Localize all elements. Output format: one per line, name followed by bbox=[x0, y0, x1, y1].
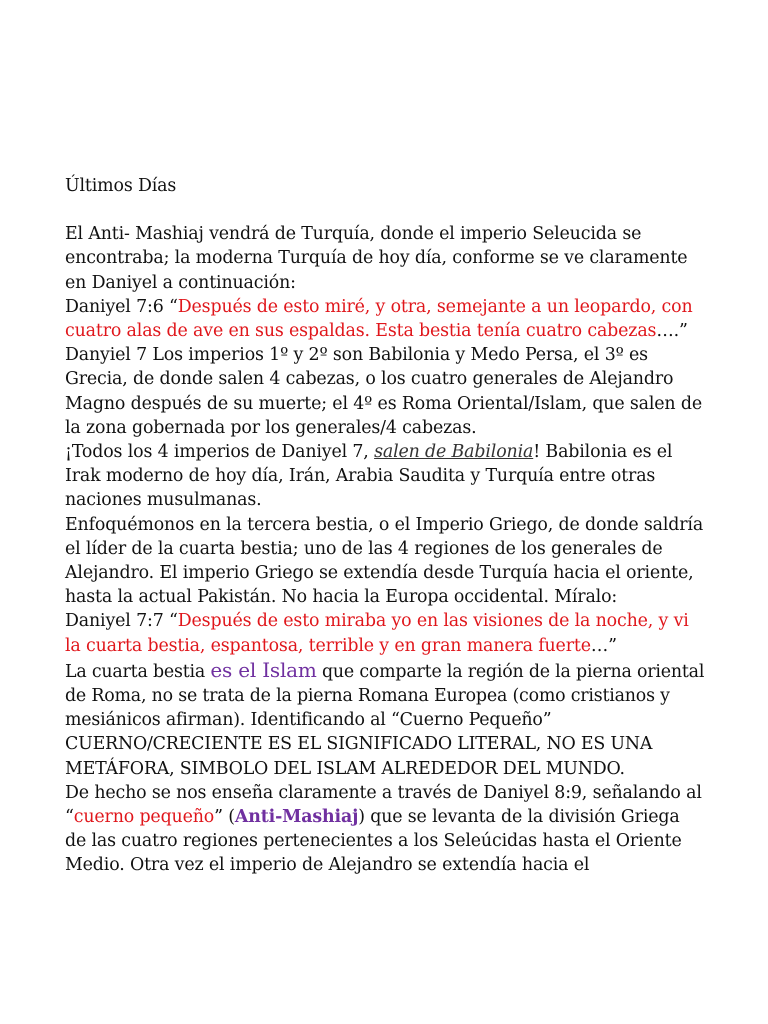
text-segment: ! Babilonia es el Irak moderno de hoy día, Irán, Arabia Saudita y Turquía entre otras naciones musulmanas. bbox=[65, 442, 673, 511]
text-segment: De hecho se nos enseña claramente a través de Daniyel 8:9, señalando al “ bbox=[65, 782, 702, 828]
scripture-daniyel-7-6 bbox=[65, 295, 705, 343]
scripture-daniyel-7-7 bbox=[65, 609, 705, 657]
text-segment: La cuarta bestia bbox=[65, 661, 211, 682]
paragraph-little-horn bbox=[65, 781, 705, 878]
paragraph-intro: El Anti- Mashiaj vendrá de Turquía, donde el imperio Seleucida se encontraba; la moderna Turquía de hoy día, conforme se ve claramente en Daniyel a continuación: bbox=[65, 224, 688, 293]
scripture-ref: Daniyel 7:7 “ bbox=[65, 611, 178, 632]
text-segment: que comparte la región de la pierna oriental de Roma, no se trata de la pierna Romana Europea (como cristianos y mesiánicos afirman). Identificando al “Cuerno Pequeño” CUERNO/CRECIENTE ES EL SIGNIFICADO LITERAL, NO ES UNA METÁFORA, SIMBOLO DEL ISLAM ALREDEDOR DEL MUNDO. bbox=[65, 661, 705, 779]
highlight-es-el-islam: es el Islam bbox=[210, 657, 317, 682]
scripture-tail: ….” bbox=[656, 321, 688, 342]
document-body bbox=[65, 174, 705, 878]
scripture-tail: …” bbox=[590, 635, 617, 656]
highlight-cuerno-pequeno: cuerno pequeño bbox=[73, 807, 215, 828]
paragraph-babilonia bbox=[65, 440, 705, 513]
scripture-quote: Después de esto miré, y otra, semejante a un leopardo, con cuatro alas de ave en sus espaldas. Esta bestia tenía cuatro cabezas bbox=[65, 296, 693, 342]
scripture-ref: Daniyel 7:6 “ bbox=[65, 296, 178, 317]
text-segment: ¡Todos los 4 imperios de Daniyel 7, bbox=[65, 442, 375, 463]
paragraph-fourth-beast bbox=[65, 658, 705, 781]
highlight-anti-mashiaj: Anti-Mashiaj bbox=[234, 807, 359, 828]
paragraph-empires: Danyiel 7 Los imperios 1º y 2º son Babilonia y Medo Persa, el 3º es Grecia, de donde salen 4 cabezas, o los cuatro generales de Alejandro Magno después de su muerte; el 4º es Roma Oriental/Islam, que salen de la zona gobernada por los generales/4 cabezas. bbox=[65, 345, 702, 438]
page-title: Últimos Días bbox=[65, 176, 177, 196]
paragraph-greek-empire: Enfoquémonos en la tercera bestia, o el Imperio Griego, de donde saldría el líder de la cuarta bestia; uno de las 4 regiones de los generales de Alejandro. El imperio Griego se extendía desde Turquía hacia el oriente, hasta la actual Pakistán. No hacia la Europa occidental. Míralo: bbox=[65, 514, 704, 608]
text-segment: ” ( bbox=[214, 807, 235, 828]
scripture-quote: Después de esto miraba yo en las visiones de la noche, y vi la cuarta bestia, espantosa, terrible y en gran manera fuerte bbox=[65, 611, 689, 656]
text-segment: ) que se levanta de la división Griega de las cuatro regiones pertenecientes a los Seleúcidas hasta el Oriente Medio. Otra vez el imperio de Alejandro se extendía hacia el bbox=[65, 807, 682, 876]
link-salen-de-babilonia[interactable]: salen de Babilonia bbox=[374, 442, 534, 463]
spacer bbox=[65, 198, 705, 222]
